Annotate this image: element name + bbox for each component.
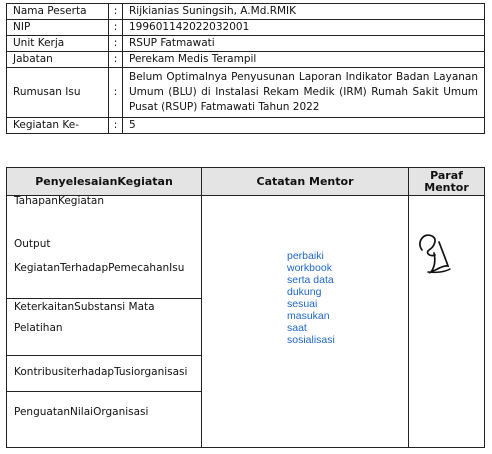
mentor-note-line: perbaiki: [287, 250, 324, 262]
value-nip: 199601142022032001: [123, 20, 485, 36]
colon: :: [109, 118, 123, 134]
header-catatan-mentor: Catatan Mentor: [256, 174, 354, 188]
mentor-note-line: dukung: [287, 286, 322, 298]
value-nama-peserta: Rijkianias Suningsih, A.Md.RMIK: [123, 4, 485, 20]
colon: :: [109, 4, 123, 20]
mentor-note-line: sesuai: [287, 298, 318, 310]
section-kontribusi-tusi: KontribusiterhadapTusiorganisasi: [14, 366, 188, 378]
row-divider: [7, 355, 201, 356]
colon: :: [109, 68, 123, 118]
header-paraf-mentor: Paraf Mentor: [424, 168, 469, 194]
value-kegiatan-ke: 5: [123, 118, 485, 134]
label-kegiatan-ke: Kegiatan Ke-: [7, 118, 109, 134]
row-nama-peserta: [7, 4, 485, 20]
colon: :: [109, 20, 123, 36]
label-nip: NIP: [7, 20, 109, 36]
mentor-table: [6, 167, 485, 448]
label-unit-kerja: Unit Kerja: [7, 36, 109, 52]
value-jabatan: Perekam Medis Terampil: [123, 52, 485, 68]
row-jabatan: [7, 52, 485, 68]
header-penyelesaian-kegiatan: PenyelesaianKegiatan: [35, 174, 173, 188]
mentor-note-line: sosialisasi: [287, 334, 335, 346]
colon: :: [109, 52, 123, 68]
row-divider: [7, 391, 201, 392]
section-keterkaitan-substansi: KeterkaitanSubstansi Mata: [14, 301, 155, 313]
section-output: Output: [14, 238, 51, 250]
identity-table: [6, 3, 485, 134]
row-nip: [7, 20, 485, 36]
mentor-note-line: saat: [287, 322, 307, 334]
table-header: [7, 168, 484, 196]
section-kegiatan-terhadap-pemecahan-isu: KegiatanTerhadapPemecahanIsu: [14, 262, 185, 274]
label-jabatan: Jabatan: [7, 52, 109, 68]
label-nama-peserta: Nama Peserta: [7, 4, 109, 20]
section-pelatihan: Pelatihan: [14, 322, 63, 334]
label-rumusan-isu: Rumusan Isu: [7, 68, 109, 118]
column-divider: [408, 168, 409, 447]
section-penguatan-nilai: PenguatanNilaiOrganisasi: [14, 406, 149, 418]
mentor-note: [287, 250, 335, 346]
mentor-signature: [412, 224, 462, 280]
mentor-note-line: serta data: [287, 274, 334, 286]
row-divider: [7, 298, 201, 299]
mentor-note-line: workbook: [287, 262, 332, 274]
row-unit-kerja: [7, 36, 485, 52]
row-rumusan-isu: [7, 68, 485, 118]
mentor-note-line: masukan: [287, 310, 330, 322]
colon: :: [109, 36, 123, 52]
value-rumusan-isu: Belum Optimalnya Penyusunan Laporan Indikator Badan Layanan Umum (BLU) di Instalasi Rekam Medik (IRM) Rumah Sakit Umum Pusat (RSUP) Fatmawati Tahun 2022: [123, 68, 485, 118]
row-kegiatan-ke: [7, 118, 485, 134]
section-tahapan-kegiatan: TahapanKegiatan: [14, 195, 104, 207]
column-divider: [201, 168, 202, 447]
value-unit-kerja: RSUP Fatmawati: [123, 36, 485, 52]
